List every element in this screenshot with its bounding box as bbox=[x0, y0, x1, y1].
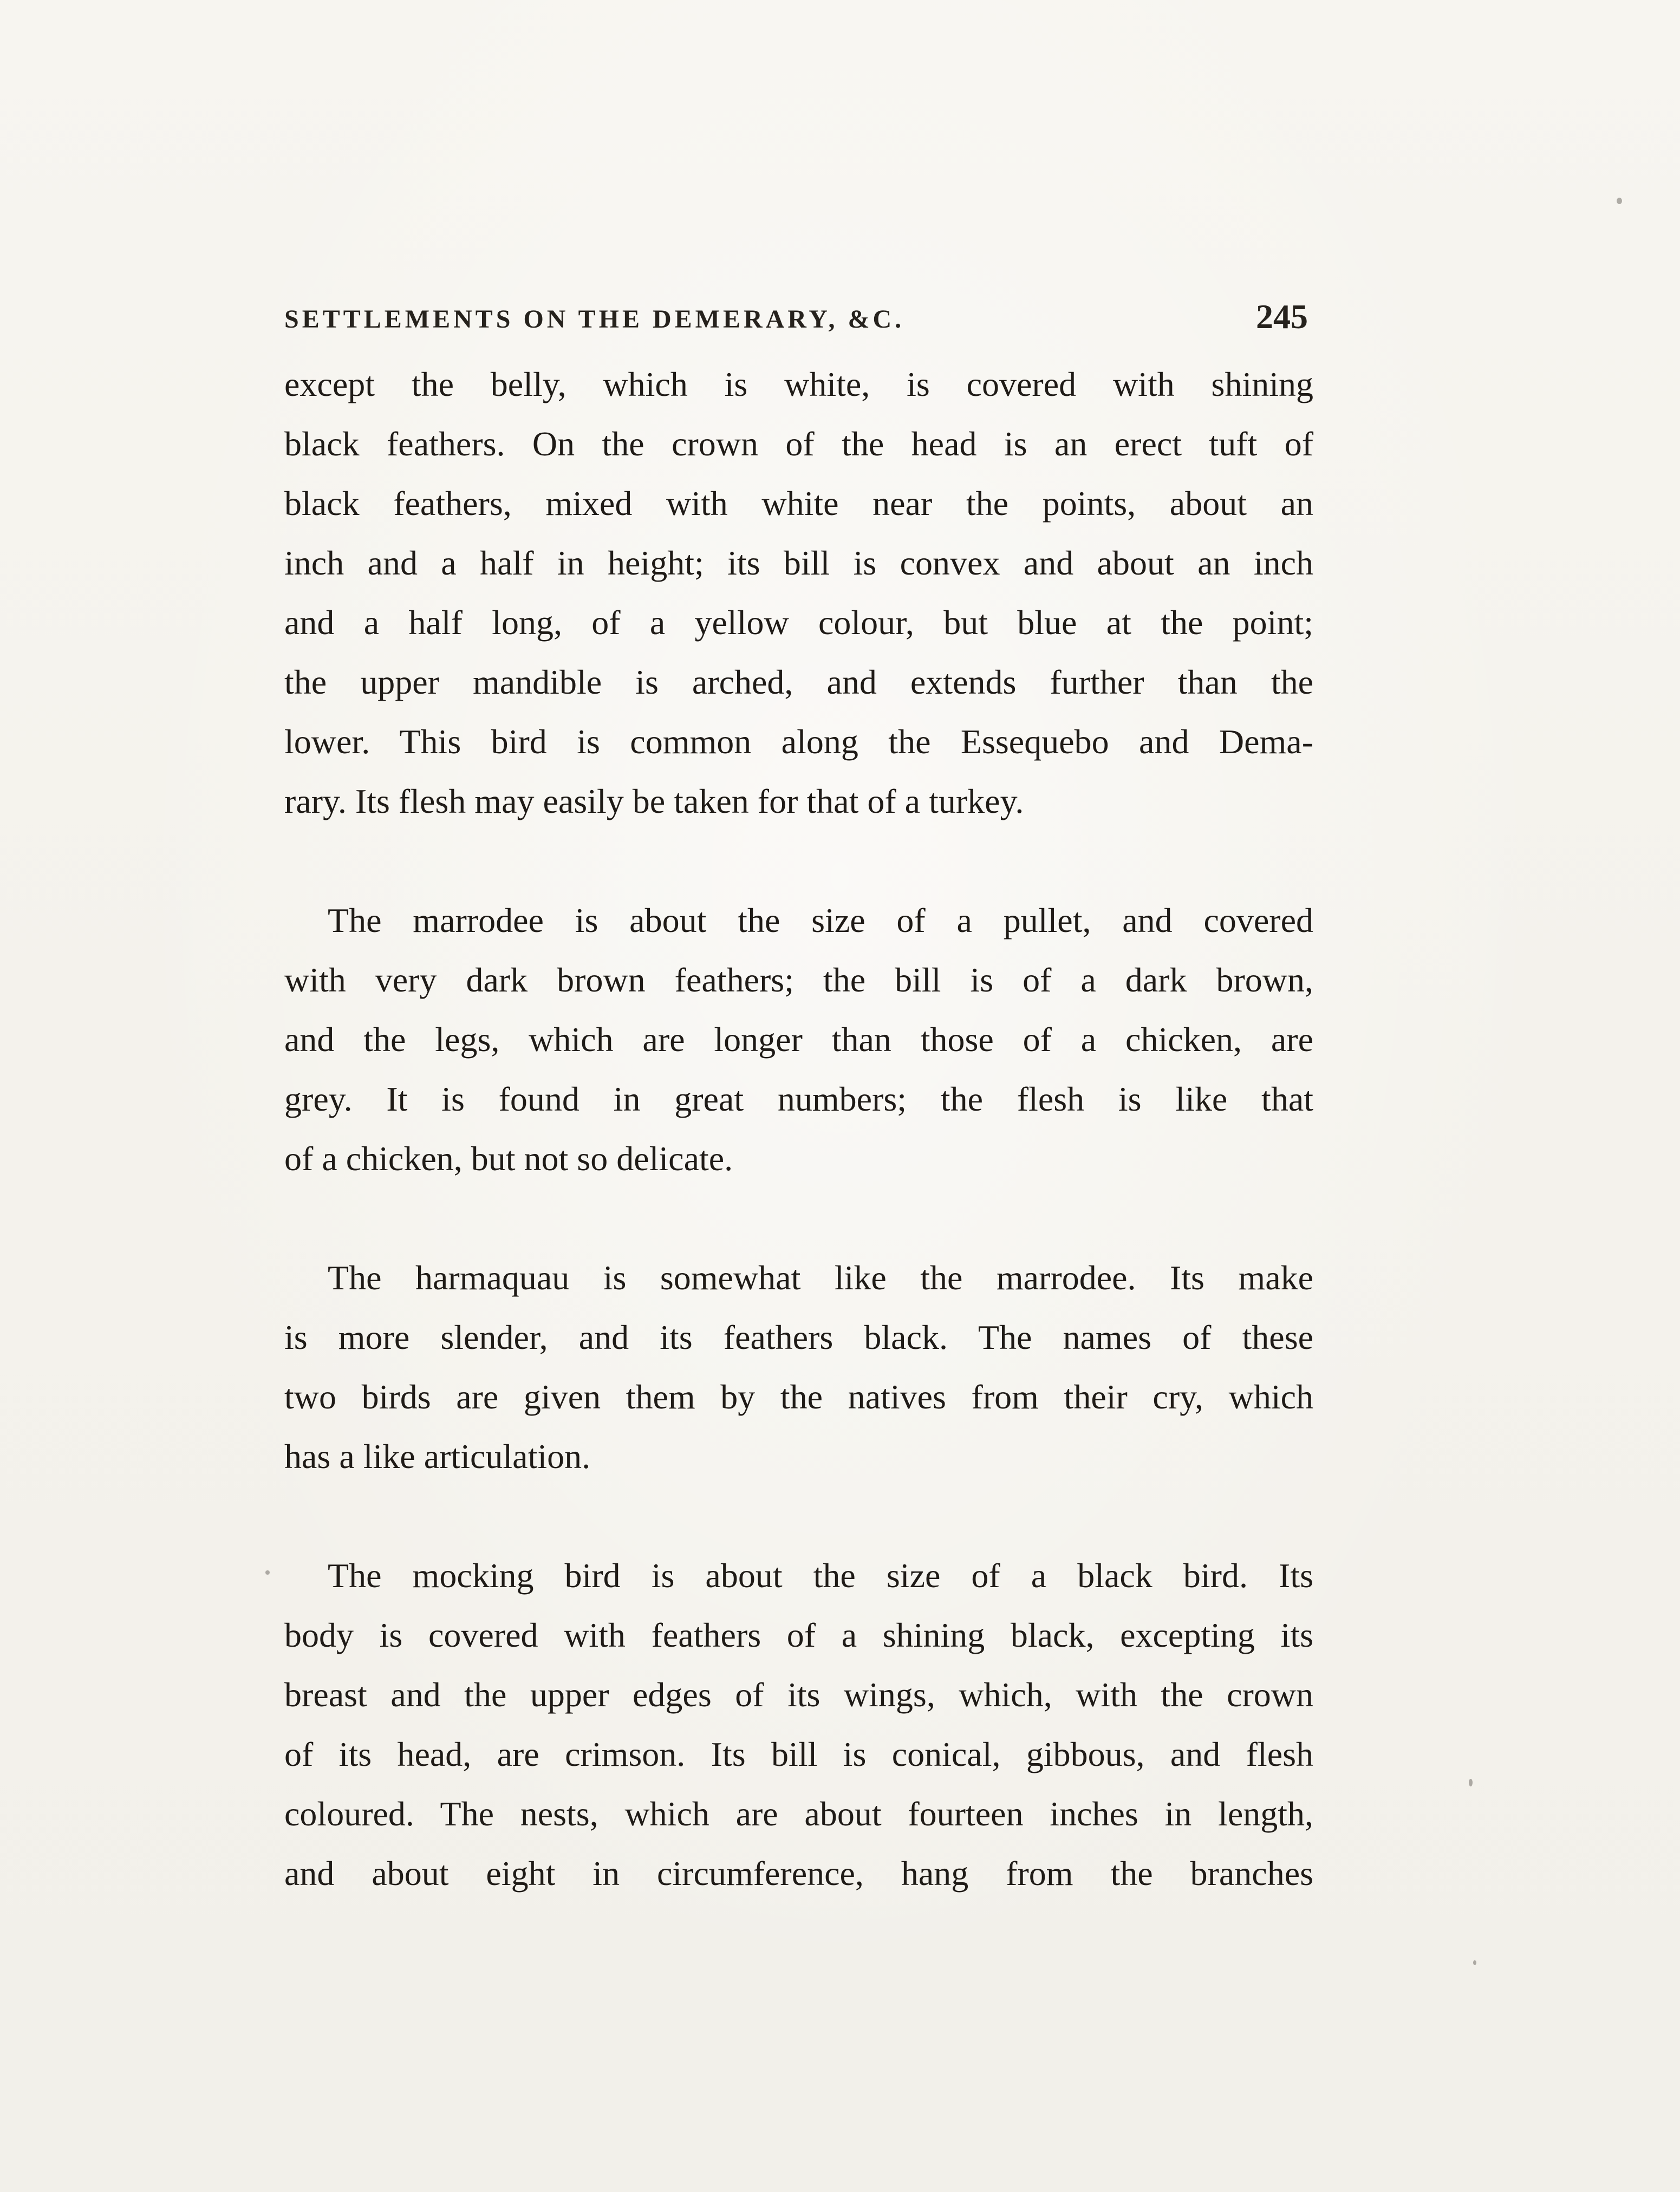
text-line: body is covered with feathers of a shining black, excepting its bbox=[284, 1616, 1313, 1654]
paragraph-2 bbox=[284, 891, 1313, 1189]
text-line: lower. This bird is common along the Essequebo and Dema- bbox=[284, 722, 1313, 761]
page-header bbox=[284, 293, 1308, 342]
paper-speck bbox=[1473, 1960, 1476, 1965]
text-line: of its head, are crimson. Its bill is conical, gibbous, and flesh bbox=[284, 1735, 1313, 1773]
paragraph-4 bbox=[284, 1546, 1313, 1903]
text-line: has a like articulation. bbox=[284, 1437, 591, 1476]
text-line: of a chicken, but not so delicate. bbox=[284, 1139, 733, 1178]
text-line: coloured. The nests, which are about fourteen inches in length, bbox=[284, 1795, 1313, 1833]
text-line: The marrodee is about the size of a pullet, and covered bbox=[328, 901, 1313, 940]
text-line: black feathers. On the crown of the head is an erect tuft of bbox=[284, 425, 1313, 463]
text-line: The harmaquau is somewhat like the marrodee. Its make bbox=[328, 1258, 1313, 1297]
text-line: and about eight in circumference, hang from the branches bbox=[284, 1854, 1313, 1893]
text-line: grey. It is found in great numbers; the flesh is like that bbox=[284, 1080, 1313, 1118]
text-line: and a half long, of a yellow colour, but blue at the point; bbox=[284, 603, 1313, 642]
text-line: and the legs, which are longer than those of a chicken, are bbox=[284, 1020, 1313, 1059]
running-title: SETTLEMENTS ON THE DEMERARY, &C. bbox=[284, 305, 905, 334]
text-line: two birds are given them by the natives from their cry, which bbox=[284, 1378, 1313, 1416]
page-number: 245 bbox=[1256, 297, 1308, 336]
text-line: the upper mandible is arched, and extends further than the bbox=[284, 663, 1313, 701]
text-line: rary. Its flesh may easily be taken for that of a turkey. bbox=[284, 782, 1024, 820]
paper-speck bbox=[1469, 1779, 1473, 1786]
text-line: inch and a half in height; its bill is convex and about an inch bbox=[284, 544, 1313, 582]
text-line: except the belly, which is white, is covered with shining bbox=[284, 365, 1313, 403]
text-line: is more slender, and its feathers black. The names of these bbox=[284, 1318, 1313, 1356]
text-line: black feathers, mixed with white near the points, about an bbox=[284, 484, 1313, 523]
paper-speck bbox=[1617, 198, 1622, 204]
paragraph-1 bbox=[284, 355, 1313, 831]
text-line: breast and the upper edges of its wings, which, with the crown bbox=[284, 1675, 1313, 1714]
paper-speck bbox=[265, 1570, 270, 1575]
text-line: with very dark brown feathers; the bill is of a dark brown, bbox=[284, 961, 1313, 999]
paragraph-3 bbox=[284, 1248, 1313, 1486]
body-text bbox=[284, 355, 1313, 1903]
text-line: The mocking bird is about the size of a black bird. Its bbox=[328, 1556, 1313, 1595]
